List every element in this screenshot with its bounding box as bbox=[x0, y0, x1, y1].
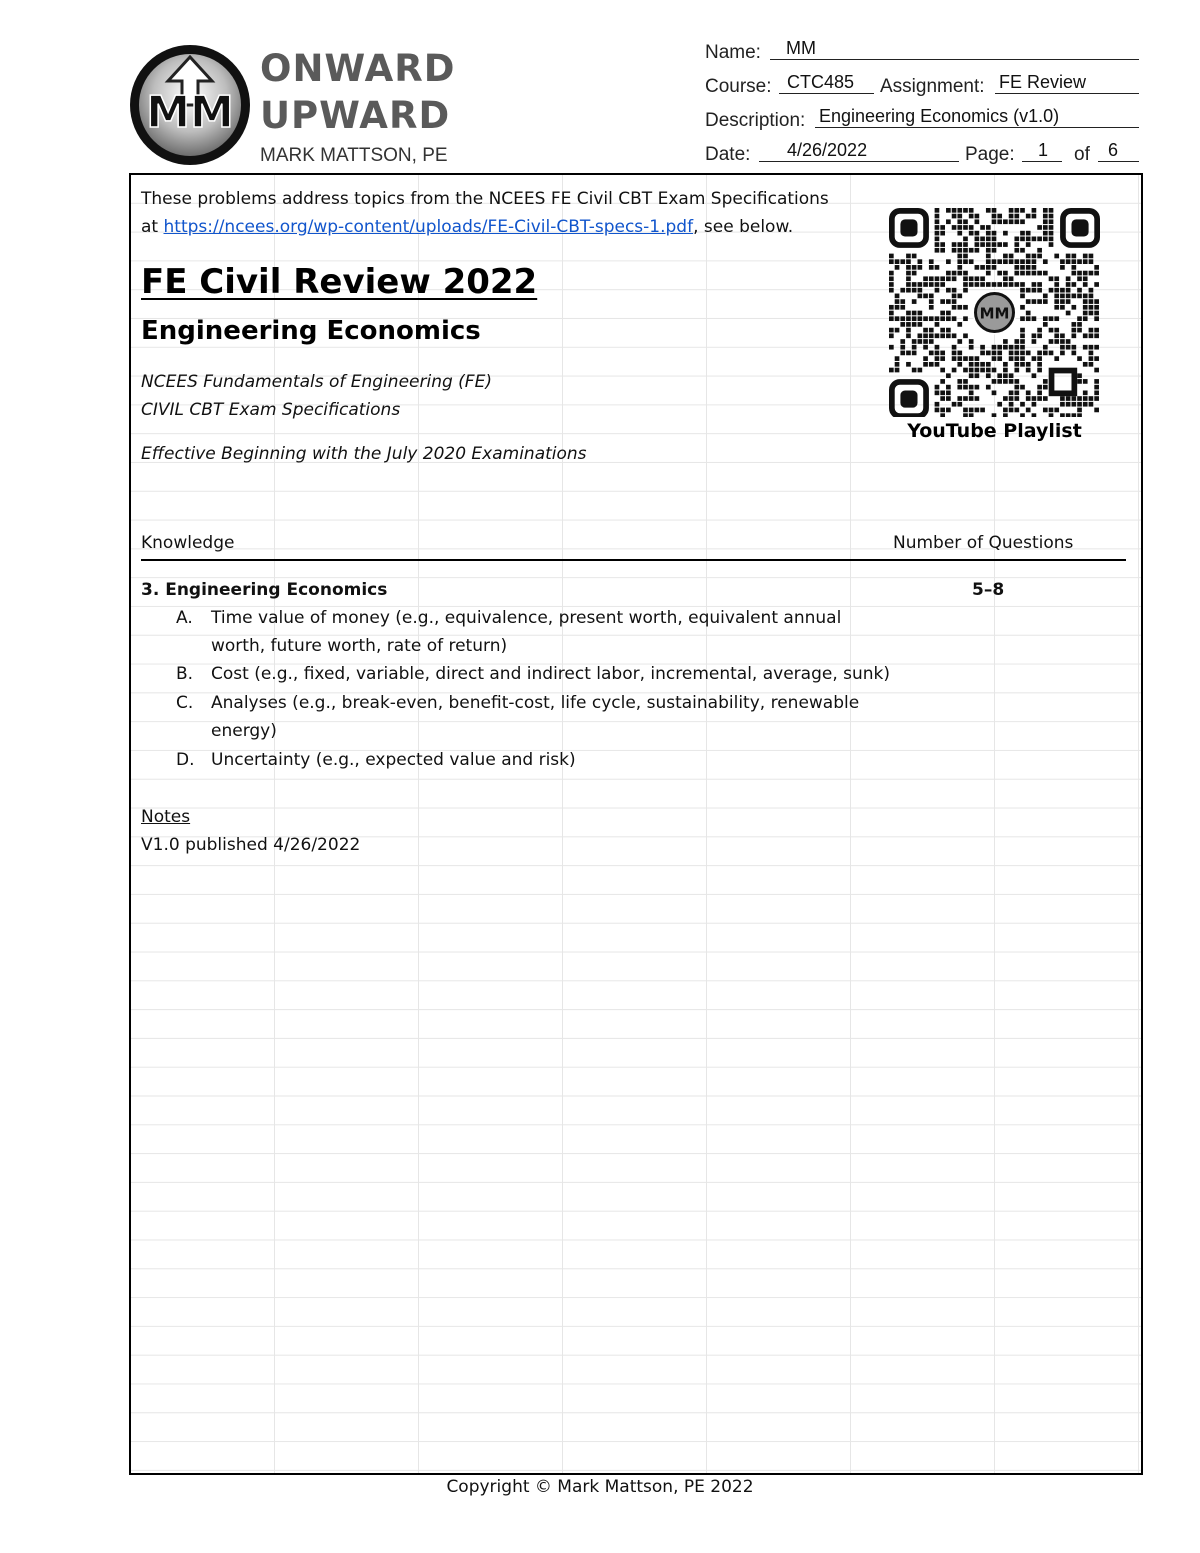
name-label: Name: bbox=[705, 42, 761, 63]
notes-line: V1.0 published 4/26/2022 bbox=[141, 835, 361, 855]
brand-author: MARK MATTSON, PE bbox=[260, 145, 448, 166]
section-title: 3. Engineering Economics bbox=[141, 580, 388, 600]
course-label: Course: bbox=[705, 76, 772, 97]
list-item: Analyses (e.g., break-even, benefit-cost, life cycle, sustainability, renewable bbox=[211, 693, 860, 713]
page-subtitle: Engineering Economics bbox=[141, 316, 481, 346]
copyright: Copyright © Mark Mattson, PE 2022 bbox=[446, 1477, 754, 1497]
date-value: 4/26/2022 bbox=[787, 140, 868, 160]
page-field[interactable] bbox=[1022, 141, 1062, 162]
course-field[interactable] bbox=[779, 73, 874, 94]
of-field[interactable] bbox=[1098, 141, 1139, 162]
list-item: Uncertainty (e.g., expected value and risk) bbox=[211, 750, 576, 770]
qr-caption: YouTube Playlist bbox=[907, 420, 1082, 442]
description-label: Description: bbox=[705, 110, 806, 131]
page-title: FE Civil Review 2022 bbox=[141, 262, 538, 302]
date-label: Date: bbox=[705, 144, 751, 165]
name-field[interactable] bbox=[770, 39, 1139, 60]
qr-center-logo-text: MM bbox=[979, 304, 1010, 323]
mm-arrow-logo-icon bbox=[128, 43, 252, 167]
page-label: Page: bbox=[965, 144, 1015, 165]
intro-line-2 bbox=[141, 219, 793, 236]
name-value: MM bbox=[786, 38, 816, 58]
col-questions: Number of Questions bbox=[893, 533, 1074, 553]
list-item-cont: energy) bbox=[211, 721, 277, 741]
description-value: Engineering Economics (v1.0) bbox=[819, 106, 1060, 126]
brand-line-1: ONWARD bbox=[260, 47, 456, 90]
assignment-label: Assignment: bbox=[880, 76, 985, 97]
item-letter: C. bbox=[176, 693, 194, 713]
of-label: of bbox=[1074, 144, 1090, 165]
item-letter: D. bbox=[176, 750, 195, 770]
item-letter: A. bbox=[176, 608, 193, 628]
date-field[interactable] bbox=[759, 141, 959, 162]
col-knowledge: Knowledge bbox=[141, 533, 235, 553]
list-item: Cost (e.g., fixed, variable, direct and indirect labor, incremental, average, sunk) bbox=[211, 664, 891, 684]
intro-prefix: at bbox=[141, 217, 164, 237]
list-item: Time value of money (e.g., equivalence, present worth, equivalent annual bbox=[211, 608, 842, 628]
intro-line-1: These problems address topics from the NCEES FE Civil CBT Exam Specifications bbox=[141, 189, 829, 209]
item-letter: B. bbox=[176, 664, 194, 684]
page-value: 1 bbox=[1038, 140, 1049, 160]
list-item-cont: worth, future worth, rate of return) bbox=[211, 636, 508, 656]
notes-heading: Notes bbox=[141, 807, 191, 827]
qr-code-icon[interactable] bbox=[889, 208, 1100, 417]
ncees-spec-link[interactable]: https://ncees.org/wp-content/uploads/FE-Civil-CBT-specs-1.pdf bbox=[163, 217, 694, 237]
course-value: CTC485 bbox=[787, 72, 855, 92]
section-count: 5–8 bbox=[972, 580, 1005, 600]
of-value: 6 bbox=[1108, 140, 1119, 160]
logo-text: MM bbox=[146, 87, 234, 138]
spec-line-2: CIVIL CBT Exam Specifications bbox=[141, 400, 401, 420]
brand-line-2: UPWARD bbox=[260, 94, 451, 137]
intro-suffix: , see below. bbox=[693, 217, 794, 237]
spec-effective: Effective Beginning with the July 2020 Examinations bbox=[141, 444, 587, 464]
assignment-value: FE Review bbox=[999, 72, 1087, 92]
spec-line-1: NCEES Fundamentals of Engineering (FE) bbox=[141, 372, 492, 392]
assignment-field[interactable] bbox=[995, 73, 1139, 94]
header-rule bbox=[141, 559, 1126, 561]
description-field[interactable] bbox=[815, 107, 1139, 128]
